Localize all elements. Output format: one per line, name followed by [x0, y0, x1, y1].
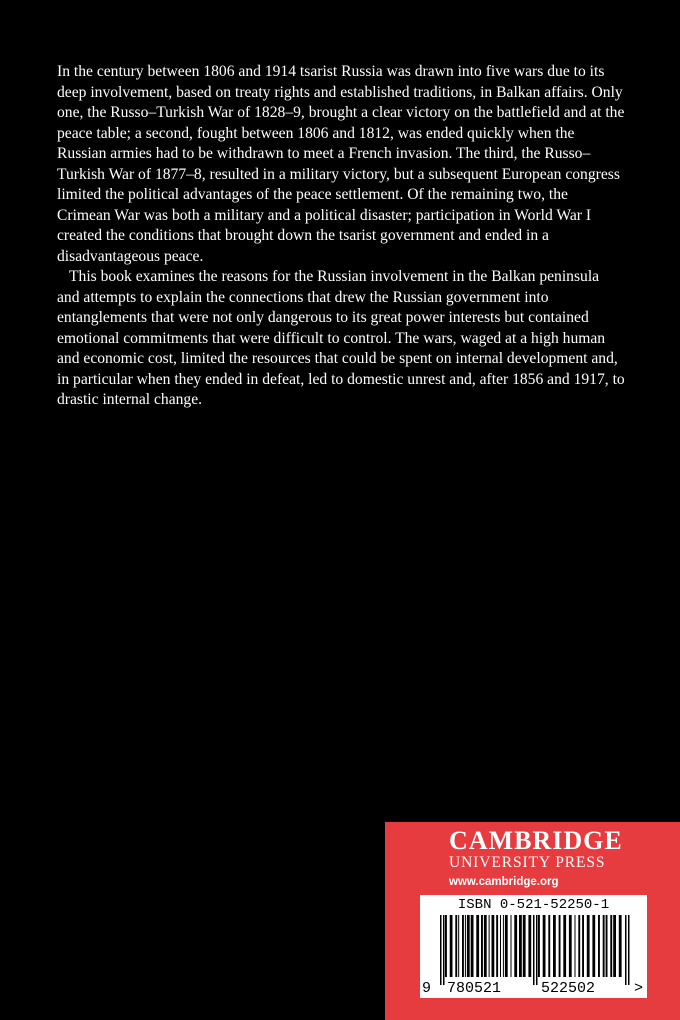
barcode-bar — [450, 915, 453, 977]
publisher-box — [385, 822, 680, 1020]
barcode-bar — [628, 915, 630, 985]
publisher-url: www.cambridge.org — [449, 876, 559, 888]
barcode-bar — [519, 915, 522, 977]
barcode-bar — [462, 915, 464, 977]
barcode-bar — [582, 915, 584, 977]
barcode-quiet-mark: > — [634, 980, 644, 997]
barcode-bar — [500, 915, 501, 977]
barcode-digits-left: 780521 — [447, 980, 502, 997]
barcode-bar — [559, 915, 561, 977]
barcode-bar — [476, 915, 479, 977]
barcode-bar — [553, 915, 556, 977]
barcode-bar — [458, 915, 459, 977]
barcode-bar — [587, 915, 590, 977]
barcode-icon — [420, 895, 647, 998]
barcode-bar — [536, 915, 538, 985]
barcode-bar — [625, 915, 627, 985]
barcode-bar — [578, 915, 580, 977]
isbn-label: ISBN 0-521-52250-1 — [457, 897, 610, 913]
barcode-bar — [492, 915, 495, 977]
barcode-panel — [420, 895, 647, 998]
barcode-bar — [489, 915, 490, 977]
barcode-bar — [467, 915, 470, 977]
barcode-bar — [598, 915, 600, 977]
barcode-bar — [440, 915, 442, 985]
barcode-bar — [563, 915, 566, 977]
barcode-bar — [503, 915, 504, 977]
barcode-bar — [455, 915, 457, 977]
barcode-bar — [471, 915, 474, 977]
back-cover-blurb — [57, 62, 625, 411]
publisher-subtitle: UNIVERSITY PRESS — [449, 854, 606, 871]
barcode-bar — [523, 915, 526, 977]
publisher-name: CAMBRIDGE — [449, 826, 623, 855]
barcode-bar — [514, 915, 517, 977]
barcode-bar — [538, 915, 540, 977]
barcode-bar — [619, 915, 622, 977]
barcode-bar — [543, 915, 546, 977]
barcode-bar — [603, 915, 605, 977]
barcode-bar — [445, 915, 447, 977]
barcode-bar — [533, 915, 535, 985]
barcode-bar — [505, 915, 508, 977]
barcode-bar — [610, 915, 612, 977]
blurb-paragraph: This book examines the reasons for the Russian involvement in the Balkan peninsula and attempts to explain the connections that drew the Russian government into entanglements that were not only dangerous to its great power interests but contained emotional commitments that were difficult to control. The wars, waged at a high human and economic cost, limited the resources that could be spent on internal development and, in particular when they ended in defeat, led to domestic unrest and, after 1856 and 1917, to drastic internal change. — [57, 268, 625, 408]
blurb-paragraph: In the century between 1806 and 1914 tsarist Russia was drawn into five wars due to its deep involvement, based on treaty rights and established traditions, in Balkan affairs. Only one, the Russo–Turkish War of 1828–9, brought a clear victory on the battlefield and at the peace table; a second, fought between 1806 and 1812, was ended quickly when the Russian armies had to be withdrawn to meet a French invasion. The third, the Russo–Turkish War of 1877–8, resulted in a military victory, but a subsequent European congress limited the political advantages of the peace settlement. Of the remaining two, the Crimean War was both a military and a political disaster; participation in World War I created the conditions that brought down the tsarist government and ended in a disadvantageous peace. — [57, 63, 625, 265]
barcode-bar — [548, 915, 550, 977]
barcode-bar — [569, 915, 572, 977]
barcode-bar — [443, 915, 445, 985]
barcode-bar — [511, 915, 512, 977]
barcode-digit-lead: 9 — [422, 980, 432, 997]
barcode-bar — [465, 915, 466, 977]
barcode-bar — [481, 915, 483, 977]
barcode-digits-right: 522502 — [541, 980, 596, 997]
barcode-bar — [613, 915, 616, 977]
barcode-bar — [484, 915, 487, 977]
barcode-bar — [528, 915, 531, 977]
barcode-bar — [592, 915, 595, 977]
barcode-bar — [575, 915, 576, 977]
barcode-bar — [606, 915, 608, 977]
barcode-bar — [496, 915, 498, 977]
